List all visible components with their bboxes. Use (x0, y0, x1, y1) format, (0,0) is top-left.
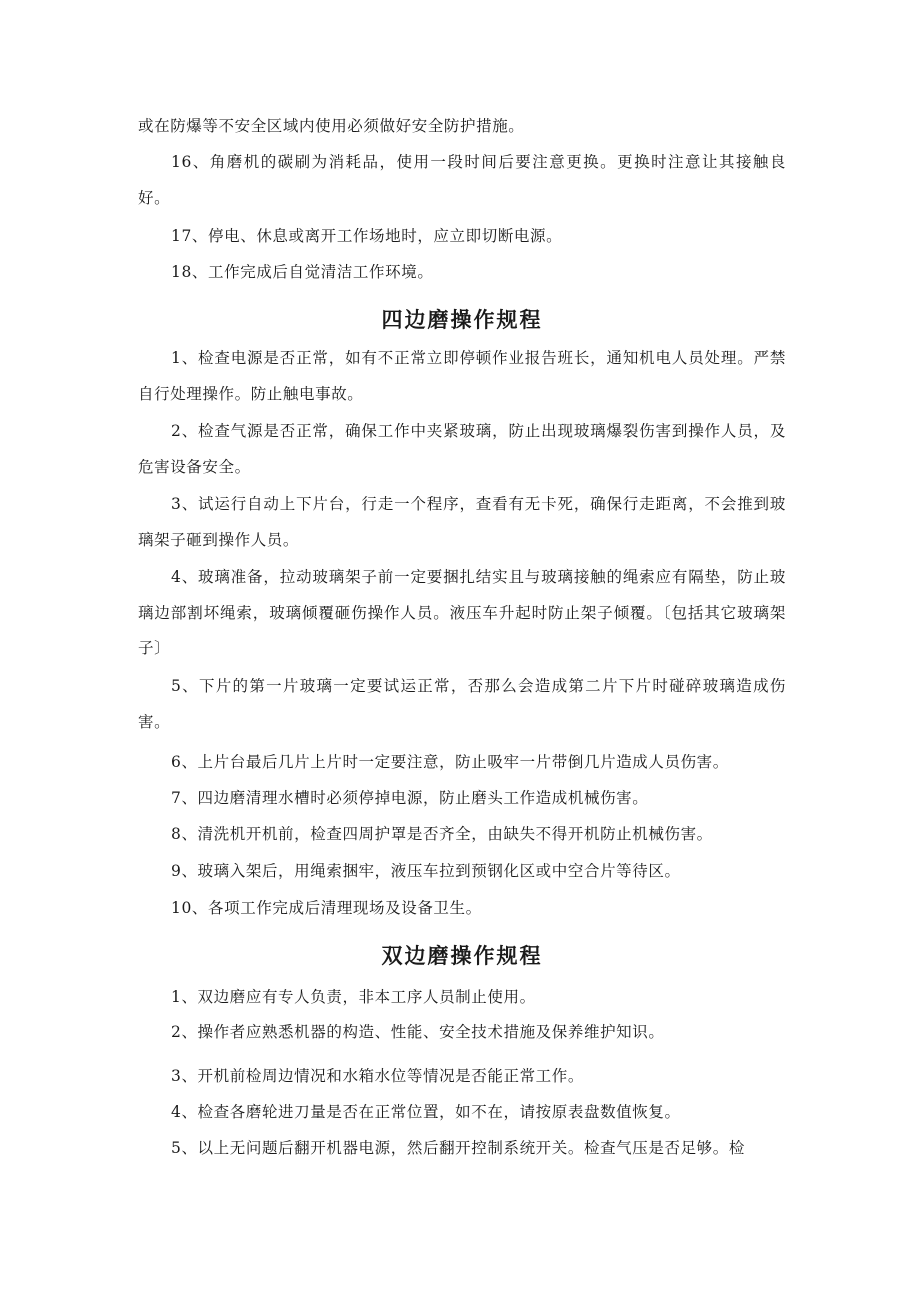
section2-item-3: 3、开机前检周边情况和水箱水位等情况是否能正常工作。 (171, 1067, 584, 1085)
section1-item-6: 6、上片台最后几片上片时一定要注意，防止吸牢一片带倒几片造成人员伤害。 (171, 753, 729, 771)
section-title-double-edge-grinder: 双边磨操作规程 (381, 943, 543, 968)
paragraph-continued: 或在防爆等不安全区域内使用必须做好安全防护措施。 (138, 117, 525, 135)
section1-item-7: 7、四边磨清理水槽时必须停掉电源，防止磨头工作造成机械伤害。 (171, 789, 649, 807)
section1-item-8: 8、清洗机开机前，检查四周护罩是否齐全，由缺失不得开机防止机械伤害。 (171, 825, 713, 843)
paragraph-item-16: 16、角磨机的碳刷为消耗品，使用一段时间后要注意更换。更换时注意让其接触良好。 (138, 153, 786, 207)
section1-item-4: 4、玻璃准备，拉动玻璃架子前一定要捆扎结实且与玻璃接触的绳索应有隔垫，防止玻璃边部割坏绳索，玻璃倾覆砸伤操作人员。液压车升起时防止架子倾覆。〔包括其它玻璃架子〕 (138, 568, 786, 657)
section1-item-3: 3、试运行自动上下片台，行走一个程序，查看有无卡死，确保行走距离，不会推到玻璃架子砸到操作人员。 (138, 495, 786, 549)
section2-item-5: 5、以上无问题后翻开机器电源，然后翻开控制系统开关。检查气压是否足够。检 (171, 1139, 745, 1157)
section2-item-1: 1、双边磨应有专人负责，非本工序人员制止使用。 (171, 988, 536, 1006)
section2-item-4: 4、检查各磨轮进刀量是否在正常位置，如不在，请按原表盘数值恢复。 (171, 1103, 681, 1121)
section2-item-2: 2、操作者应熟悉机器的构造、性能、安全技术措施及保养维护知识。 (171, 1023, 665, 1041)
paragraph-item-18: 18、工作完成后自觉清洁工作环境。 (171, 263, 434, 281)
section1-item-1: 1、检查电源是否正常，如有不正常立即停顿作业报告班长，通知机电人员处理。严禁自行处理操作。防止触电事故。 (138, 349, 786, 403)
section1-item-2: 2、检查气源是否正常，确保工作中夹紧玻璃，防止出现玻璃爆裂伤害到操作人员，及危害设备安全。 (138, 422, 786, 476)
section-title-four-edge-grinder: 四边磨操作规程 (381, 307, 543, 332)
section1-item-10: 10、各项工作完成后清理现场及设备卫生。 (171, 899, 482, 917)
section1-item-5: 5、下片的第一片玻璃一定要试运正常，否那么会造成第二片下片时碰碎玻璃造成伤害。 (138, 677, 786, 731)
section1-item-9: 9、玻璃入架后，用绳索捆牢，液压车拉到预钢化区或中空合片等待区。 (171, 862, 681, 880)
paragraph-item-17: 17、停电、休息或离开工作场地时，应立即切断电源。 (171, 227, 563, 245)
